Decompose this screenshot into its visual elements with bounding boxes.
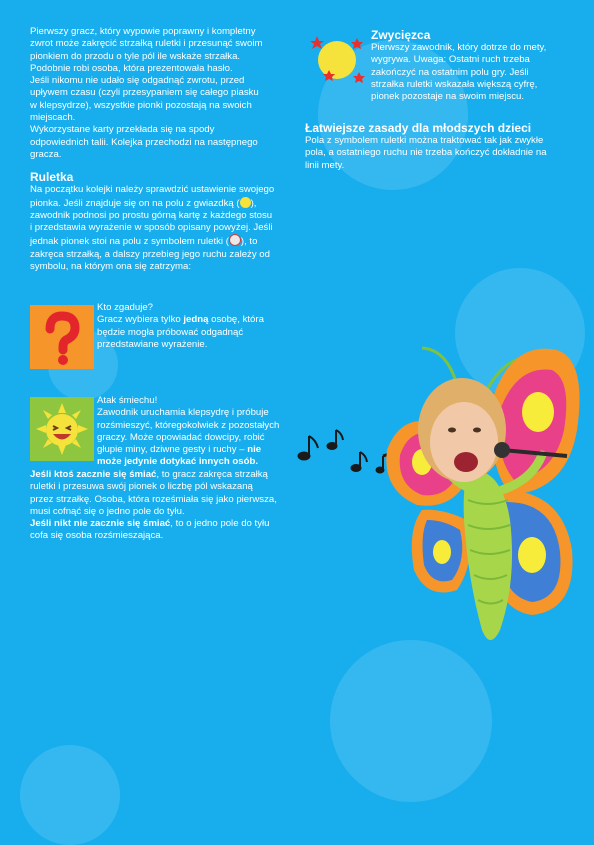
text-line: odpowiednich talii. Kolejka przechodzi na następnego [30,136,258,148]
text-line: przez strzałkę. Osoba, która roześmiała się jako pierwsza, [30,493,277,505]
section-title-latwiejsze: Łatwiejsze zasady dla młodszych dzieci [305,121,532,135]
text-line: upływem czasu (czyli przesypaniem się całego piasku [30,87,259,99]
atak-smiechu-text-continued [30,469,295,543]
butterfly-singer-illustration [382,330,587,660]
text-line: Pola z symbolem ruletki można traktować tak jak zwykłe [305,135,544,146]
question-mark-icon [30,305,94,369]
text-line: w klepsydrze), wszystkie pionki pozostają na swoich [30,99,252,111]
text-line: graczy. Może opowiadać dowcipy, robić [97,431,265,443]
section-title-zwyciezca: Zwycięzca [371,28,431,42]
text-line: Wykorzystane karty przekłada się na spody [30,124,215,136]
kto-zgaduje-text [97,302,297,351]
text-line: wygrywa. Uwaga: Ostatni ruch trzeba [371,54,530,66]
star-icon [240,197,251,208]
atak-smiechu-text [97,395,297,469]
text-line: pionkiem do przodu o tyle pól ile wskaże strzałka. [30,50,241,62]
text-line: symbolu, na którym ona się zatrzyma: [30,261,192,273]
text-line: rozśmieszyć, któregokolwiek z pozostałych [97,419,280,431]
star-sun-icon [309,32,365,84]
laughing-sun-icon [30,397,94,461]
text-line: może jedynie dotykać innych osób. [97,456,258,468]
text-line: Gracz wybiera tylko jedną osobę, która [97,314,264,326]
text-line: Na początku kolejki należy sprawdzić ustawienie swojego [30,184,275,196]
text-line: Jeśli ktoś zacznie się śmiać, to gracz zakręca strzałką [30,469,268,480]
intro-text [30,26,292,161]
text-line: pola, a ostatniego ruchu nie trzeba kończyć dokładnie na [305,147,547,159]
text-line: Pierwszy zawodnik, który dotrze do mety, [371,42,547,53]
text-line: linii mety. [305,159,345,171]
text-line: zakręca strzałką, a dalszy przebieg jego ruchu zależy od [30,248,270,260]
text-line: strzałka ruletki wskazała większą cyfrę, [371,78,538,90]
ruletka-text [30,184,292,273]
text-line: będzie mogła próbować odgadnąć [97,326,244,338]
text-line: pionka. Jeśli znajduje się on na polu z gwiazdką ( ), [30,197,257,209]
text-line: Zawodnik uruchamia klepsydrę i próbuje [97,407,269,419]
text-line: miejscach. [30,112,76,124]
text-line: zawodnik podnosi po prostu górną kartę z każdego stosu [30,209,273,221]
text-line: musi cofnąć się o jedno pole do tyłu. [30,505,185,517]
text-line: Pierwszy gracz, który wypowie poprawny i kompletny [30,26,256,37]
bg-circle [20,745,120,845]
text-line: zwrot może zakręcić strzałką ruletki i przesunąć swoim [30,38,263,50]
roulette-icon [229,234,241,246]
text-line: zakończyć na ostatnim polu gry. Jeśli [371,66,529,78]
kto-zgaduje-title: Kto zgaduje? [97,302,154,313]
text-line: pionek pozostaje na swoim miejscu. [371,91,525,103]
laughing-card [30,397,94,461]
section-title-ruletka: Ruletka [30,170,74,185]
text-line: Podobnie robi osoba, która prezentowała hasło. [30,62,233,74]
text-line: przedstawiane wyrażenie. [97,338,208,350]
text-line: i przedstawia wyrażenie w sposób opisany powyżej. Jeśli [30,222,273,234]
left-column [30,26,292,273]
latwiejsze-section [305,121,575,172]
text-line: głupie miny, dziwne gesty i ruchy – nie [97,444,262,456]
question-card [30,305,94,369]
zwyciezca-section [371,28,571,103]
text-line: ruletki i przesuwa swój pionek o liczbę pól wskazaną [30,481,253,493]
bg-circle [330,640,492,802]
text-line: gracza. [30,148,62,160]
atak-smiechu-title: Atak śmiechu! [97,395,158,406]
text-line: cofa się osoba rozśmieszająca. [30,530,164,542]
text-line: jednak pionek stoi na polu z symbolem ruletki ( ), to [30,236,258,248]
text-line: Jeśli nikomu nie udało się odgadnąć zwrotu, przed [30,75,245,87]
text-line: Jeśli nikt nie zacznie się śmiać, to o jedno pole do tyłu [30,518,270,530]
